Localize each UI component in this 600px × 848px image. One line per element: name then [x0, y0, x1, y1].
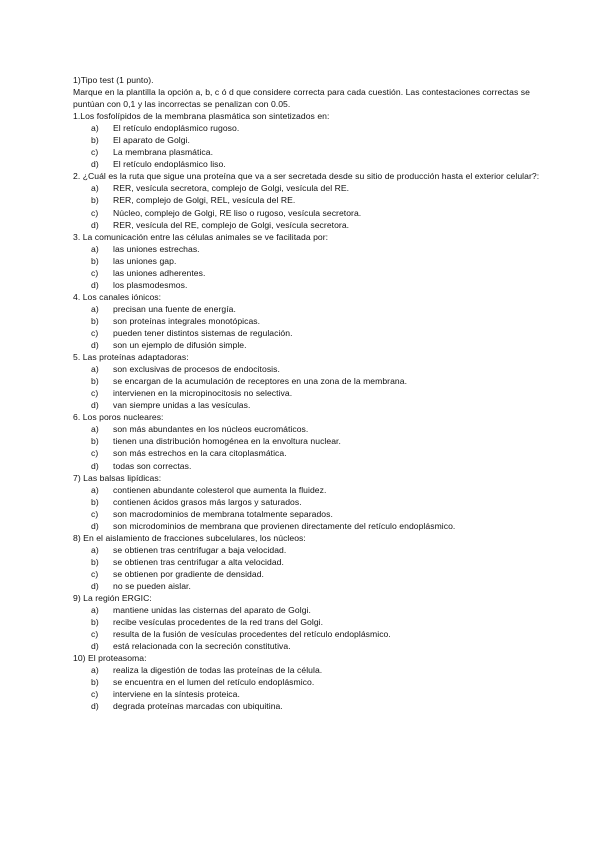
option-letter: b)	[91, 135, 99, 146]
option-item	[73, 219, 553, 231]
option-text: los plasmodesmos.	[113, 279, 188, 290]
option-text: son más estrechos en la cara citoplasmática.	[113, 448, 287, 459]
option-letter: a)	[91, 665, 99, 676]
options-list	[73, 484, 553, 532]
option-letter: c)	[91, 448, 99, 459]
question-text: 9) La región ERGIC:	[73, 593, 152, 604]
option-text: recibe vesículas procedentes de la red trans del Golgi.	[113, 617, 324, 628]
option-letter: a)	[91, 123, 99, 134]
option-item	[73, 423, 553, 435]
option-text: La membrana plasmática.	[113, 147, 214, 158]
option-item	[73, 520, 553, 532]
question-text: 10) El proteasoma:	[73, 653, 147, 664]
question-text: 4. Los canales iónicos:	[73, 291, 162, 302]
option-item	[73, 447, 553, 459]
option-letter: d)	[91, 400, 99, 411]
option-letter: c)	[91, 207, 99, 218]
option-item	[73, 303, 553, 315]
option-letter: a)	[91, 544, 99, 555]
options-list	[73, 604, 553, 652]
option-letter: d)	[91, 641, 99, 652]
option-text: se obtienen tras centrifugar a baja velocidad.	[113, 544, 287, 555]
option-text: pueden tener distintos sistemas de regulación.	[113, 327, 293, 338]
question-block	[73, 592, 553, 652]
option-letter: b)	[91, 315, 99, 326]
option-item	[73, 158, 553, 170]
option-item	[73, 640, 553, 652]
option-item	[73, 435, 553, 447]
option-text: las uniones estrechas.	[113, 243, 200, 254]
option-item	[73, 327, 553, 339]
option-text: intervienen en la micropinocitosis no selectiva.	[113, 388, 293, 399]
option-item	[73, 460, 553, 472]
option-item	[73, 279, 553, 291]
options-list	[73, 122, 553, 170]
option-letter: d)	[91, 159, 99, 170]
question-text: 5. Las proteínas adaptadoras:	[73, 352, 189, 363]
option-text: van siempre unidas a las vesículas.	[113, 400, 251, 411]
option-text: son exclusivas de procesos de endocitosis.	[113, 364, 280, 375]
option-letter: a)	[91, 183, 99, 194]
option-letter: d)	[91, 279, 99, 290]
question-block	[73, 231, 553, 291]
option-letter: d)	[91, 219, 99, 230]
option-text: son un ejemplo de difusión simple.	[113, 340, 247, 351]
option-letter: b)	[91, 556, 99, 567]
question-text: 8) En el aislamiento de fracciones subcelulares, los núcleos:	[73, 532, 306, 543]
option-text: tienen una distribución homogénea en la envoltura nuclear.	[113, 436, 341, 447]
options-list	[73, 303, 553, 351]
option-letter: d)	[91, 701, 99, 712]
option-letter: b)	[91, 677, 99, 688]
option-text: El aparato de Golgi.	[113, 135, 190, 146]
options-list	[73, 243, 553, 291]
option-text: se obtienen por gradiente de densidad.	[113, 568, 264, 579]
option-item	[73, 580, 553, 592]
option-item	[73, 146, 553, 158]
option-letter: c)	[91, 147, 99, 158]
option-item	[73, 556, 553, 568]
option-letter: a)	[91, 303, 99, 314]
option-item	[73, 484, 553, 496]
option-letter: b)	[91, 617, 99, 628]
option-text: no se pueden aislar.	[113, 580, 191, 591]
option-letter: b)	[91, 195, 99, 206]
option-item	[73, 604, 553, 616]
options-list	[73, 182, 553, 230]
option-item	[73, 664, 553, 676]
option-item	[73, 315, 553, 327]
option-letter: d)	[91, 340, 99, 351]
section-title: 1)Tipo test (1 punto).	[73, 75, 154, 85]
option-item	[73, 255, 553, 267]
question-block	[73, 291, 553, 351]
option-letter: c)	[91, 327, 99, 338]
question-block	[73, 532, 553, 592]
option-letter: c)	[91, 388, 99, 399]
option-letter: b)	[91, 496, 99, 507]
options-list	[73, 664, 553, 712]
option-text: contienen ácidos grasos más largos y saturados.	[113, 496, 302, 507]
option-text: son microdominios de membrana que provienen directamente del retículo endoplásmico.	[113, 520, 456, 531]
option-letter: c)	[91, 568, 99, 579]
option-text: degrada proteínas marcadas con ubiquitina.	[113, 701, 283, 712]
option-letter: c)	[91, 629, 99, 640]
option-text: mantiene unidas las cisternas del aparato de Golgi.	[113, 605, 311, 616]
option-letter: b)	[91, 376, 99, 387]
question-block	[73, 170, 553, 230]
option-text: RER, vesícula del RE, complejo de Golgi, vesícula secretora.	[113, 219, 350, 230]
question-block	[73, 652, 553, 712]
option-text: son macrodominios de membrana totalmente separados.	[113, 508, 333, 519]
question-block	[73, 110, 553, 170]
question-block	[73, 351, 553, 411]
option-letter: a)	[91, 424, 99, 435]
option-item	[73, 243, 553, 255]
instructions-paragraph: Marque en la plantilla la opción a, b, c ó d que considere correcta para cada cuestión. Las contestaciones correctas se puntúan con 0,1 y las incorrectas se penalizan con 0.05.	[73, 87, 530, 110]
options-list	[73, 363, 553, 411]
option-item	[73, 688, 553, 700]
option-item	[73, 387, 553, 399]
options-list	[73, 423, 553, 471]
option-item	[73, 676, 553, 688]
option-item	[73, 134, 553, 146]
option-letter: a)	[91, 484, 99, 495]
option-item	[73, 496, 553, 508]
option-letter: a)	[91, 364, 99, 375]
option-text: resulta de la fusión de vesículas procedentes del retículo endoplásmico.	[113, 629, 391, 640]
option-item	[73, 399, 553, 411]
option-text: son proteínas integrales monotópicas.	[113, 315, 261, 326]
option-item	[73, 363, 553, 375]
option-text: se encuentra en el lumen del retículo endoplásmico.	[113, 677, 315, 688]
question-text: 6. Los poros nucleares:	[73, 412, 164, 423]
question-text: 2. ¿Cuál es la ruta que sigue una proteína que va a ser secretada desde su sitio de producción hasta el exterior celular?:	[73, 171, 540, 182]
option-text: todas son correctas.	[113, 460, 192, 471]
option-text: realiza la digestión de todas las proteínas de la célula.	[113, 665, 323, 676]
option-item	[73, 544, 553, 556]
option-item	[73, 375, 553, 387]
options-list	[73, 544, 553, 592]
option-item	[73, 267, 553, 279]
question-text: 3. La comunicación entre las células animales se ve facilitada por:	[73, 231, 329, 242]
option-letter: b)	[91, 436, 99, 447]
option-item	[73, 628, 553, 640]
option-item	[73, 700, 553, 712]
option-text: contienen abundante colesterol que aumenta la fluidez.	[113, 484, 327, 495]
option-letter: c)	[91, 267, 99, 278]
option-item	[73, 616, 553, 628]
option-letter: c)	[91, 689, 99, 700]
question-block	[73, 411, 553, 471]
option-text: se encargan de la acumulación de receptores en una zona de la membrana.	[113, 376, 408, 387]
option-text: se obtienen tras centrifugar a alta velocidad.	[113, 556, 284, 567]
option-item	[73, 182, 553, 194]
option-item	[73, 339, 553, 351]
option-text: las uniones gap.	[113, 255, 177, 266]
questions-list	[73, 110, 553, 712]
option-text: precisan una fuente de energía.	[113, 303, 236, 314]
option-text: son más abundantes en los núcleos eucromáticos.	[113, 424, 309, 435]
option-item	[73, 194, 553, 206]
option-letter: d)	[91, 580, 99, 591]
option-item	[73, 122, 553, 134]
option-text: está relacionada con la secreción constitutiva.	[113, 641, 291, 652]
option-text: El retículo endoplásmico rugoso.	[113, 123, 240, 134]
option-letter: d)	[91, 460, 99, 471]
question-block	[73, 472, 553, 532]
option-letter: d)	[91, 520, 99, 531]
option-letter: b)	[91, 255, 99, 266]
option-letter: c)	[91, 508, 99, 519]
option-letter: a)	[91, 605, 99, 616]
option-text: interviene en la síntesis proteica.	[113, 689, 240, 700]
document-content	[73, 74, 553, 712]
option-item	[73, 508, 553, 520]
question-text: 7) Las balsas lipídicas:	[73, 472, 162, 483]
option-text: RER, vesícula secretora, complejo de Golgi, vesícula del RE.	[113, 183, 350, 194]
option-item	[73, 568, 553, 580]
option-text: El retículo endoplásmico liso.	[113, 159, 226, 170]
question-text: 1.Los fosfolípidos de la membrana plasmática son sintetizados en:	[73, 111, 330, 122]
option-letter: a)	[91, 243, 99, 254]
option-item	[73, 207, 553, 219]
option-text: RER, complejo de Golgi, REL, vesícula del RE.	[113, 195, 296, 206]
option-text: las uniones adherentes.	[113, 267, 206, 278]
option-text: Núcleo, complejo de Golgi, RE liso o rugoso, vesícula secretora.	[113, 207, 362, 218]
